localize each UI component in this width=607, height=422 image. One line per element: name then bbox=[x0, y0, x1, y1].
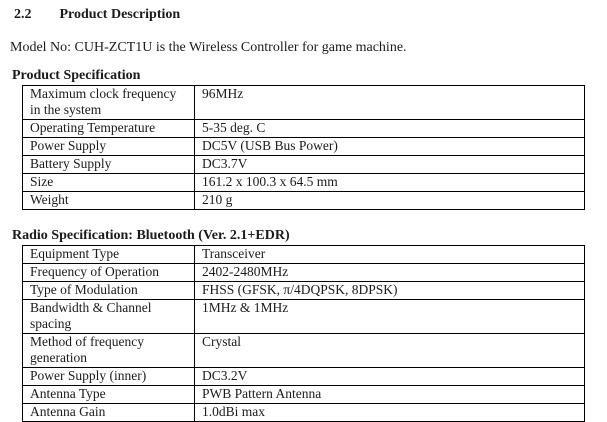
table-row bbox=[23, 282, 585, 300]
spec-label: Type of Modulation bbox=[23, 282, 195, 300]
spec-label: Equipment Type bbox=[23, 246, 195, 264]
radio-spec-table bbox=[22, 245, 585, 422]
spec-label: Antenna Type bbox=[23, 386, 195, 404]
spec-label: Antenna Gain bbox=[23, 404, 195, 422]
spec-value: DC5V (USB Bus Power) bbox=[195, 138, 585, 156]
spec-label: Method of frequency generation bbox=[23, 334, 195, 368]
spec-label: Size bbox=[23, 174, 195, 192]
spec-label: Battery Supply bbox=[23, 156, 195, 174]
product-spec-table bbox=[22, 85, 585, 210]
table-row bbox=[23, 192, 585, 210]
table-row bbox=[23, 246, 585, 264]
table-row bbox=[23, 334, 585, 368]
table-row bbox=[23, 404, 585, 422]
table-row bbox=[23, 156, 585, 174]
spec-value: 1.0dBi max bbox=[195, 404, 585, 422]
spec-label: Weight bbox=[23, 192, 195, 210]
spec-value: 5-35 deg. C bbox=[195, 120, 585, 138]
model-description-text: Model No: CUH-ZCT1U is the Wireless Controller for game machine. bbox=[10, 40, 407, 55]
spec-value: 1MHz & 1MHz bbox=[195, 300, 585, 334]
spec-value: FHSS (GFSK, π/4DQPSK, 8DPSK) bbox=[195, 282, 585, 300]
table-row bbox=[23, 300, 585, 334]
spec-value: 96MHz bbox=[195, 86, 585, 120]
section-heading bbox=[10, 7, 597, 23]
table-row bbox=[23, 368, 585, 386]
table-row bbox=[23, 264, 585, 282]
spec-value: 2402-2480MHz bbox=[195, 264, 585, 282]
table-row bbox=[23, 174, 585, 192]
spec-label: Operating Temperature bbox=[23, 120, 195, 138]
product-spec-heading: Product Specification bbox=[12, 68, 141, 83]
spec-value: PWB Pattern Antenna bbox=[195, 386, 585, 404]
spec-label: Bandwidth & Channel spacing bbox=[23, 300, 195, 334]
table-row bbox=[23, 138, 585, 156]
spec-label: Power Supply bbox=[23, 138, 195, 156]
table-row bbox=[23, 86, 585, 120]
radio-spec-heading: Radio Specification: Bluetooth (Ver. 2.1+EDR) bbox=[12, 228, 290, 243]
spec-label: Maximum clock frequency in the system bbox=[23, 86, 195, 120]
spec-value: DC3.7V bbox=[195, 156, 585, 174]
table-row bbox=[23, 386, 585, 404]
spec-label: Power Supply (inner) bbox=[23, 368, 195, 386]
spec-value: 210 g bbox=[195, 192, 585, 210]
spec-value: DC3.2V bbox=[195, 368, 585, 386]
table-row bbox=[23, 120, 585, 138]
spec-value: 161.2 x 100.3 x 64.5 mm bbox=[195, 174, 585, 192]
section-title: Product Description bbox=[59, 7, 181, 22]
spec-label: Frequency of Operation bbox=[23, 264, 195, 282]
spec-value: Crystal bbox=[195, 334, 585, 368]
spec-value: Transceiver bbox=[195, 246, 585, 264]
section-number: 2.2 bbox=[14, 7, 32, 22]
